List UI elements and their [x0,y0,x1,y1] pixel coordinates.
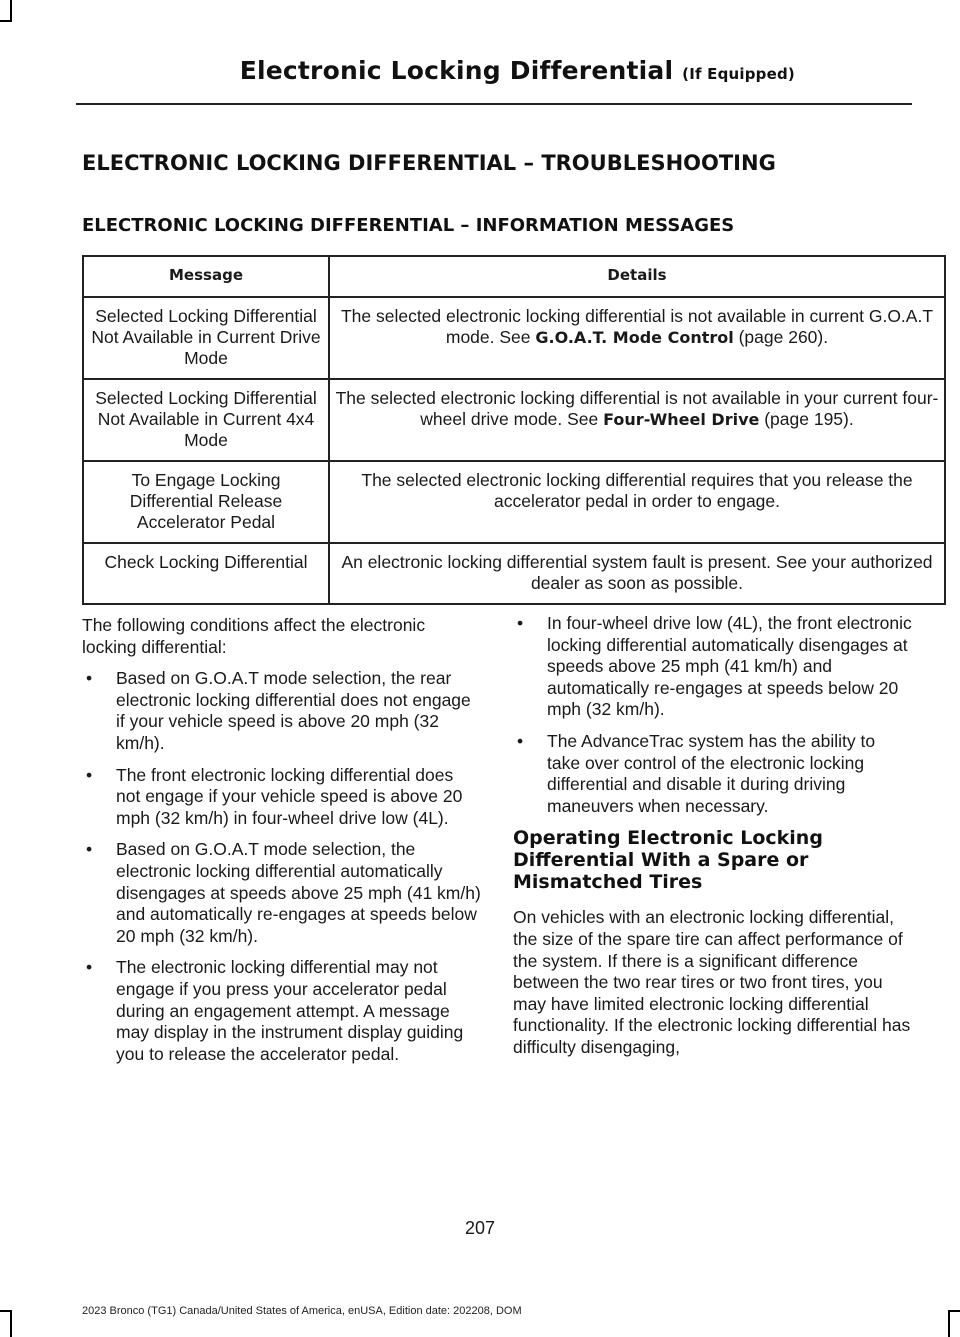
details-text: (page 195). [759,409,854,429]
crop-mark [948,1310,950,1337]
table-header-row [83,256,945,297]
details-cell: The selected electronic locking differential requires that you release the accelerator pedal in order to engage. [329,461,945,543]
crop-mark [948,1310,960,1312]
message-cell: Selected Locking Differential Not Available in Current Drive Mode [83,297,329,379]
bullet-glyph: • [517,730,524,751]
list-item-text: The AdvanceTrac system has the ability to take over control of the electronic locking differential and disable it during driving maneuvers when necessary. [547,730,876,816]
details-text: (page 260). [733,327,829,347]
list-item-text: In four-wheel drive low (4L), the front electronic locking differential automatically disengages at speeds above 25 mph (41 km/h) and automatically re-engages at speeds below 20 mph (32 km/h). [547,613,912,720]
table-row [83,461,945,543]
cross-reference-link[interactable]: G.O.A.T. Mode Control [535,328,734,347]
column-header-message: Message [83,256,329,297]
information-messages-table [82,255,946,605]
table-row [83,543,945,604]
list-item [82,765,482,830]
details-cell: An electronic locking differential system fault is present. See your authorized dealer as soon as possible. [329,543,945,604]
section-title: ELECTRONIC LOCKING DIFFERENTIAL – TROUBLESHOOTING [82,151,776,175]
list-item-text: Based on G.O.A.T mode selection, the rear electronic locking differential does not engage if your vehicle speed is above 20 mph (32 km/h). [116,668,471,753]
subheading: Operating Electronic Locking Differential With a Spare or Mismatched Tires [513,827,823,894]
body-paragraph: On vehicles with an electronic locking differential, the size of the spare tire can affect performance of the system. If there is a significant difference between the two rear tires or two front tires, you may have limited electronic locking differential functionality. If the electronic locking differential has difficulty disengaging, [513,907,911,1057]
intro-paragraph: The following conditions affect the electronic locking differential: [82,615,426,657]
table-row [83,379,945,461]
bullet-glyph: • [86,957,93,978]
list-item [513,731,913,817]
list-item [82,957,482,1065]
footer-edition-info: 2023 Bronco (TG1) Canada/United States of America, enUSA, Edition date: 202208, DOM [82,1305,522,1317]
header-rule [76,103,912,105]
list-item-text: The front electronic locking differential does not engage if your vehicle speed is above 20 mph (32 km/h) in four-wheel drive low (4L). [116,764,463,828]
details-cell [329,379,945,461]
list-item-text: Based on G.O.A.T mode selection, the electronic locking differential automatically disengages at speeds above 25 mph (41 km/h) and automatically re-engages at speeds below 20 mph (32 km/h). [116,839,481,946]
page-number: 207 [464,1218,496,1238]
right-column [513,613,913,1069]
left-column [82,615,482,1075]
header-title: Electronic Locking Differential [239,56,674,85]
cross-reference-link[interactable]: Four-Wheel Drive [603,410,760,429]
crop-mark [0,1310,12,1312]
header-qualifier: (If Equipped) [682,65,795,83]
column-header-details: Details [329,256,945,297]
list-item [513,613,913,721]
bullet-glyph: • [86,668,93,689]
subsection-title: ELECTRONIC LOCKING DIFFERENTIAL – INFORMATION MESSAGES [82,215,735,236]
bullet-glyph: • [86,764,93,785]
bullet-glyph: • [86,839,93,860]
running-header [240,56,795,85]
details-text: The selected electronic locking differential is not available in current G.O.A.T mode. See [340,306,934,347]
list-item [82,668,482,754]
details-cell [329,297,945,379]
list-item [82,839,482,947]
conditions-list [82,668,482,1065]
details-text: The selected electronic locking differential is not available in your current four-wheel drive mode. See [335,388,939,429]
message-cell: Check Locking Differential [83,543,329,604]
crop-mark [10,1310,12,1337]
conditions-list [513,613,913,817]
crop-mark [10,0,12,22]
bullet-glyph: • [517,613,524,633]
crop-mark [0,20,12,22]
message-cell: Selected Locking Differential Not Available in Current 4x4 Mode [83,379,329,461]
list-item-text: The electronic locking differential may not engage if you press your accelerator pedal during an engagement attempt. A message may display in the instrument display guiding you to release the accelerator pedal. [116,957,464,1064]
table-row [83,297,945,379]
message-cell: To Engage Locking Differential Release Accelerator Pedal [83,461,329,543]
